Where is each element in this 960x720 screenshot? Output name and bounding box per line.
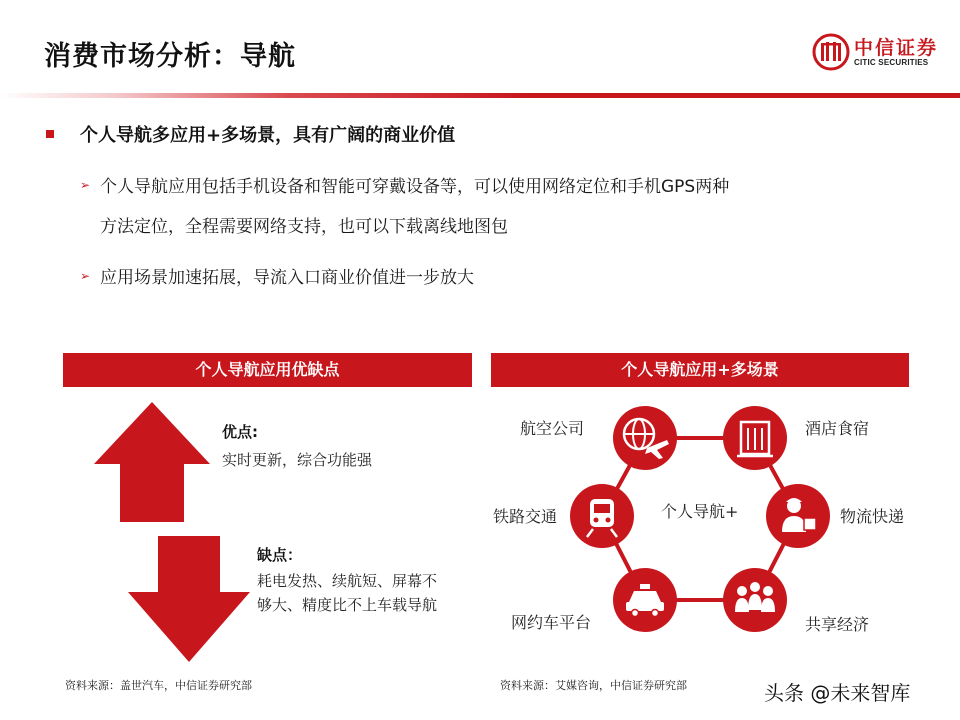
hexagon-center-label: 个人导航+ [661, 502, 739, 521]
sub-bullet-arrow-icon: ➢ [80, 269, 91, 283]
down-arrow-icon [128, 536, 250, 662]
cons-label: 缺点： [257, 546, 303, 564]
taxi-icon [613, 568, 677, 632]
building-icon [723, 406, 787, 470]
airplane-globe-icon [613, 406, 677, 470]
sub-bullet-1-line-1: 个人导航应用包括手机设备和智能可穿戴设备等，可以使用网络定位和手机GPS两种 [100, 177, 730, 197]
pros-cons-banner: 个人导航应用优缺点 [63, 353, 472, 387]
watermark: 头条 @未来智库 [764, 681, 911, 705]
cons-text: 耗电发热、续航短、屏幕不够大、精度比不上车载导航 [257, 572, 438, 614]
train-icon [570, 484, 634, 548]
source-note-right: 资料来源：艾媒咨询，中信证券研究部 [500, 679, 687, 692]
source-note-left: 资料来源：盖世汽车，中信证券研究部 [65, 679, 252, 692]
logo-name-en: CITIC SECURITIES [854, 58, 929, 67]
delivery-person-icon [766, 484, 830, 548]
scene-label-airline: 航空公司 [520, 419, 585, 438]
scene-label-hotel: 酒店食宿 [805, 419, 870, 438]
main-bullet-text: 个人导航多应用+多场景，具有广阔的商业价值 [80, 125, 456, 146]
bullet-square-icon [46, 130, 54, 138]
up-arrow-icon [94, 402, 210, 522]
pros-text: 实时更新，综合功能强 [222, 451, 373, 469]
scenarios-banner: 个人导航应用+多场景 [491, 353, 909, 387]
page-title: 消费市场分析：导航 [44, 41, 296, 72]
scene-label-sharing-economy: 共享经济 [805, 615, 870, 634]
scene-label-logistics: 物流快递 [840, 507, 905, 526]
header-divider [0, 93, 960, 98]
logo-name-cn: 中信证券 [854, 37, 939, 59]
sub-bullet-1-line-2: 方法定位，全程需要网络支持，也可以下载离线地图包 [100, 217, 508, 237]
scene-label-rail: 铁路交通 [493, 507, 558, 526]
pros-label: 优点: [222, 423, 258, 441]
people-sharing-icon [723, 568, 787, 632]
citic-logo-icon [812, 33, 850, 71]
scene-label-ride-hailing: 网约车平台 [511, 613, 592, 632]
sub-bullet-arrow-icon: ➢ [80, 178, 91, 192]
sub-bullet-2: 应用场景加速拓展，导流入口商业价值进一步放大 [100, 268, 474, 288]
